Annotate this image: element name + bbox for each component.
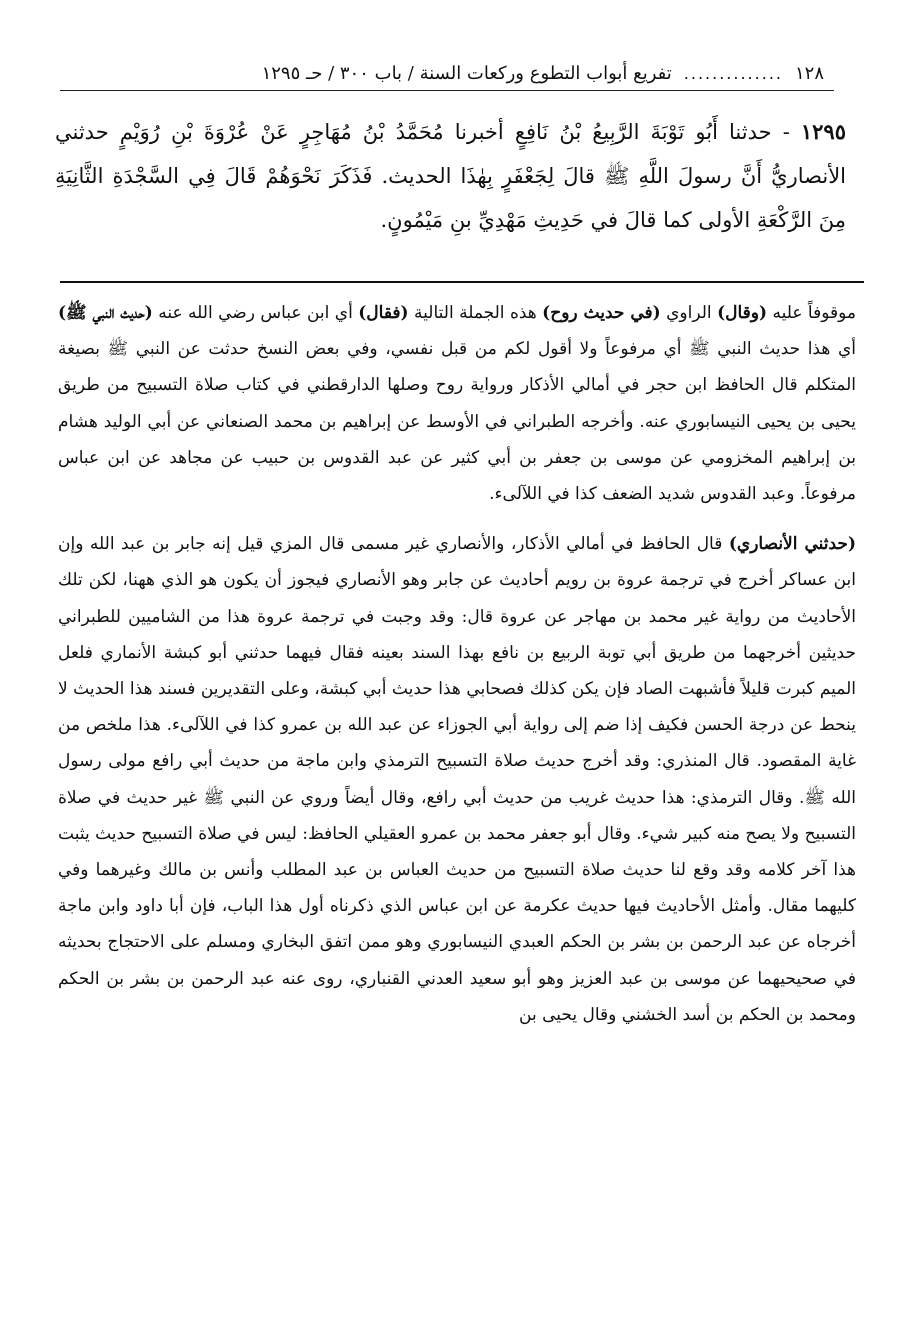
hadith-text: [55, 110, 846, 242]
text-run: الراوي: [660, 303, 718, 323]
commentary: [58, 295, 856, 1033]
bold-term: (وقال): [717, 303, 768, 323]
bold-term: (حدثني الأنصاري): [728, 534, 856, 555]
text-run: أي هذا حديث النبي ﷺ أي مرفوعاً ولا أقول لكم من قبل نفسي، وفي بعض النسخ حدثت عن النبي ﷺ بصيغة المتكلم قال الحافظ ابن حجر في أمالي الأذكار ورواية روح وصلها الدارقطني في كتاب صلاة التسبيح من طريق يحيى بن يحيى النيسابوري عنه. وأخرجه الطبراني في الأوسط عن إبراهيم بن محمد الصنعاني عن أبي الوليد هشام بن إبراهيم المخزومي عن موسى بن جعفر بن أبي كثير عن عبد القدوس بن حبيب عن مجاهد عن ابن عباس مرفوعاً. وعبد القدوس شديد الضعف كذا في اللآلىء.: [58, 339, 856, 505]
commentary-paragraph-2: [58, 526, 856, 1033]
bold-term: (فقال): [358, 303, 409, 323]
hadith-body: - حدثنا أَبُو تَوْبَةَ الرَّبِيعُ بْنُ نَافِعٍ أخبرنا مُحَمَّدُ بْنُ مُهَاجِرٍ عَنْ عُرْوَةَ بْنِ رُوَيْمٍ حدثني الأنصاريُّ أَنَّ رسولَ اللَّهِ ﷺ قالَ لِجَعْفَرٍ بِهٰذَا الحديث. فَذَكَرَ نَحْوَهُمْ قَالَ فِي السَّجْدَةِ الثَّانِيَةِ مِنَ الرَّكْعَةِ الأولى كما قالَ في حَدِيثِ مَهْدِيِّ بنِ مَيْمُونٍ.: [55, 120, 846, 232]
text-run: أي ابن عباس رضي الله عنه: [152, 303, 359, 323]
leader-dots: ..............: [683, 63, 783, 83]
text-run: قال الحافظ في أمالي الأذكار، والأنصاري غير مسمى قال المزي قيل إنه جابر بن عبد الله وإن ابن عساكر أخرج في ترجمة عروة بن رويم أحاديث عن جابر وهو الأنصاري فيجوز أن يكون هو الذي ههنا، لكن تلك الأحاديث من رواية غير محمد بن مهاجر عن عروة قال: وقد وجبت في ترجمة عروة هذا من الشاميين للطبراني حديثين أخرجهما من طريق أبي توبة الربيع بن نافع بهذا السند بعينه فقال فيهما حدثني أبو كبشة الأنماري فلعل الميم كبرت قليلاً فأشبهت الصاد فإن يكن كذلك فصحابي هذا حديث أبي كبشة، وعلى التقديرين فسند هذا الحديث لا ينحط عن درجة الحسن فكيف إذا ضم إلى رواية أبي الجوزاء عن عبد الله بن عمرو كذا في اللآلىء. هذا ملخص من غاية المقصود. قال المنذري: وقد أخرج حديث صلاة التسبيح الترمذي وابن ماجة من حديث أبي رافع مولى رسول الله ﷺ. وقال الترمذي: هذا حديث غريب من حديث أبي رافع، وقال أيضاً وروي عن النبي ﷺ غير حديث في صلاة التسبيح ولا يصح منه كبير شيء. وقال أبو جعفر محمد بن عمرو العقيلي الحافظ: ليس في صلاة التسبيح حديث يثبت هذا آخر كلامه وقد وقع لنا حديث صلاة التسبيح من حديث العباس بن عبد المطلب وأنس بن مالك وغيرهما وفي كليهما مقال. وأمثل الأحاديث فيها حديث عكرمة عن ابن عباس الذي ذكرناه أول هذا الباب، فإن أبا داود وابن ماجة أخرجاه عن عبد الرحمن بن بشر بن الحكم العبدي النيسابوري وهو ممن اتفق البخاري ومسلم على الاحتجاج بحديثه في صحيحيهما عن موسى بن عبد العزيز وهو أبو سعيد العدني القنباري، روى عنه عبد الرحمن بن بشر بن الحكم ومحمد بن الحكم بن أسد الخشني وقال يحيى بن: [58, 534, 856, 1025]
commentary-paragraph-1: [58, 295, 856, 512]
header-rule: [60, 90, 834, 91]
running-header: [60, 58, 824, 88]
text-run: هذه الجملة التالية: [408, 303, 543, 323]
page-number: ١٢٨: [794, 62, 824, 84]
running-title: تفريع أبواب التطوع وركعات السنة / باب ٣٠٠ / حـ ١٢٩٥: [261, 62, 672, 84]
section-divider: [60, 281, 864, 283]
bold-term: (حديث النبي ﷺ): [58, 303, 153, 323]
hadith-number: ١٢٩٥: [800, 119, 846, 144]
text-run: موقوفاً عليه: [767, 303, 856, 323]
bold-term: (في حديث روح): [542, 303, 661, 323]
